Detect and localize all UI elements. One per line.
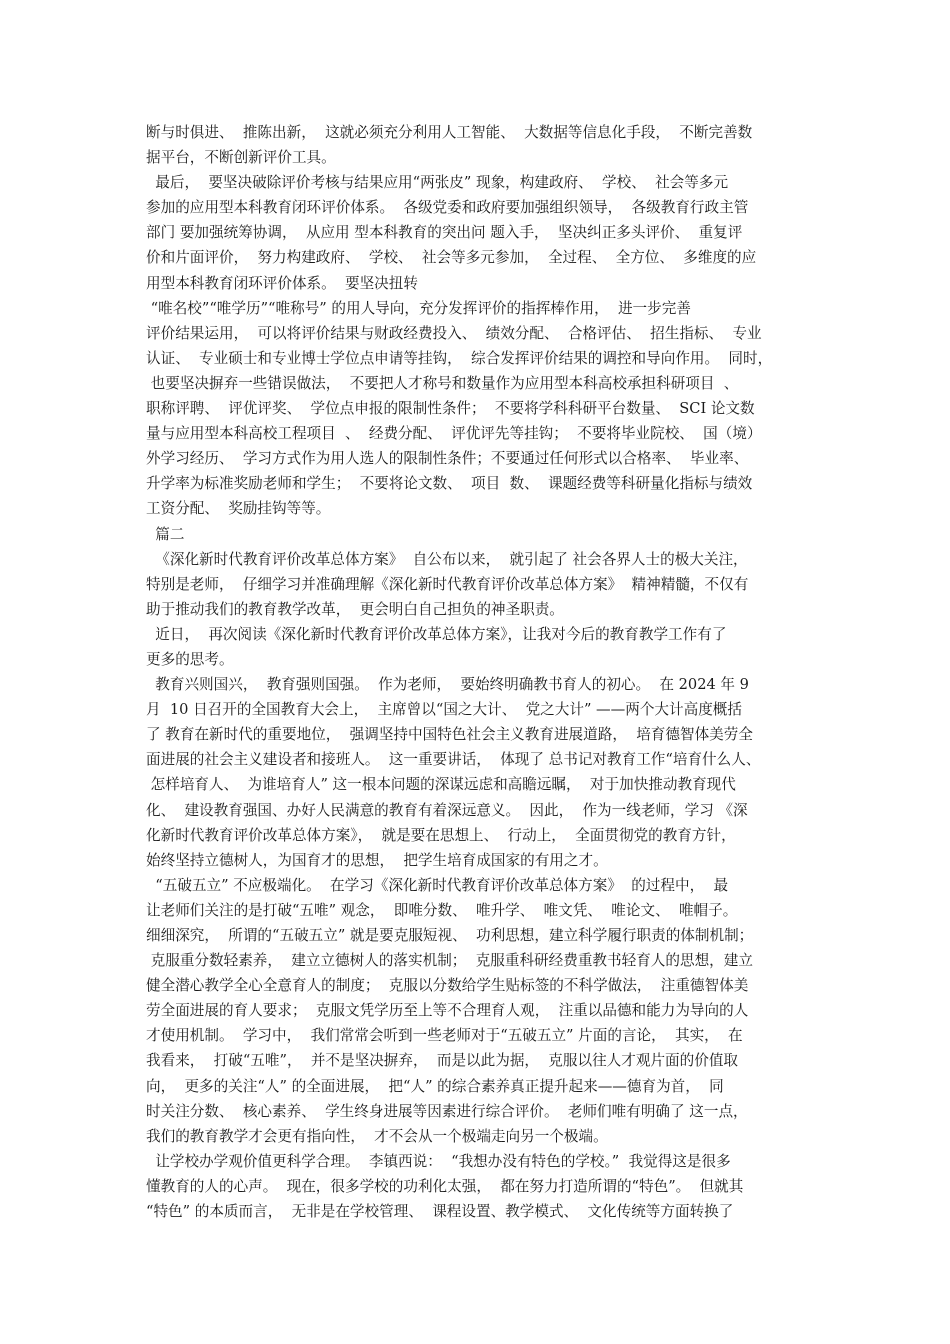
text-line: 月 10 日召开的全国教育大会上， 主席曾以“国之大计、 党之大计” ——两个大计高度概括 xyxy=(146,701,742,719)
text-line: 部门 要加强统筹协调， 从应用 型本科教育的突出问 题入手， 坚决纠正多头评价、 重复评 xyxy=(146,224,743,242)
text-line: 用型本科教育闭环评价体系。 要坚决扭转 xyxy=(146,274,418,292)
text-line: 最后， 要坚决破除评价考核与结果应用“两张皮” 现象，构建政府、 学校、 社会等多元 xyxy=(146,174,729,192)
text-line: 特别是老师， 仔细学习并准确理解《深化新时代教育评价改革总体方案》 精神精髓，不仅有 xyxy=(146,575,749,593)
text-line: 价和片面评价， 努力构建政府、 学校、 社会等多元参加， 全过程、 全方位、 多维度的应 xyxy=(146,249,757,267)
text-line: 评价结果运用， 可以将评价结果与财政经费投入、 绩效分配、 合格评估、 招生指标、 专业 xyxy=(146,324,762,342)
text-line: 篇二 xyxy=(146,525,185,543)
text-line: 更多的思考。 xyxy=(146,650,234,668)
text-line: 也要坚决摒弃一些错误做法， 不要把人才称号和数量作为应用型本科高校承担科研项目 、 xyxy=(146,374,739,392)
text-line: 外学习经历、 学习方式作为用人选人的限制性条件；不要通过任何形式以合格率、 毕业率、 xyxy=(146,450,749,468)
text-line: 我看来， 打破“五唯”， 并不是坚决摒弃， 而是以此为据， 克服以往人才观片面的价值取 xyxy=(146,1052,739,1070)
text-line: “五破五立” 不应极端化。 在学习《深化新时代教育评价改革总体方案》 的过程中， 最 xyxy=(146,876,729,894)
text-line: 健全潜心教学全心全意育人的制度； 克服以分数给学生贴标签的不科学做法， 注重德智体美 xyxy=(146,977,749,995)
text-line: “特色” 的本质而言， 无非是在学校管理、 课程设置、教学模式、 文化传统等方面转换了 xyxy=(146,1203,734,1221)
text-line: 克服重分数轻素养， 建立立德树人的落实机制； 克服重科研经费重教书轻育人的思想，建立 xyxy=(146,952,753,970)
text-line: 了 教育在新时代的重要地位， 强调坚持中国特色社会主义教育进展道路， 培育德智体美劳全 xyxy=(146,726,753,744)
text-line: 教育兴则国兴， 教育强则国强。 作为老师， 要始终明确教书育人的初心。 在 2024 年 9 xyxy=(146,676,749,694)
text-line: 怎样培育人、 为谁培育人” 这一根本问题的深谋远虑和高瞻远瞩， 对于加快推动教育现代 xyxy=(146,776,736,794)
text-line: 参加的应用型本科教育闭环评价体系。 各级党委和政府要加强组织领导， 各级教育行政主管 xyxy=(146,199,749,217)
document-body xyxy=(146,120,808,1224)
text-line: 量与应用型本科高校工程项目 、 经费分配、 评优评先等挂钩； 不要将毕业院校、 国（境） xyxy=(146,425,762,443)
text-line: 让老师们关注的是打破“五唯” 观念， 即唯分数、 唯升学、 唯文凭、 唯论文、 唯帽子。 xyxy=(146,901,738,919)
text-line: 助于推动我们的教育教学改革， 更会明白自己担负的神圣职责。 xyxy=(146,600,564,618)
text-line: 近日， 再次阅读《深化新时代教育评价改革总体方案》，让我对今后的教育教学工作有了 xyxy=(146,625,727,643)
text-line: 断与时俱进、 推陈出新， 这就必须充分利用人工智能、 大数据等信息化手段， 不断完善数 xyxy=(146,124,753,141)
text-line: 《深化新时代教育评价改革总体方案》 自公布以来， 就引起了 社会各界人士的极大关注， xyxy=(146,550,748,568)
text-line: 始终坚持立德树人，为国育才的思想， 把学生培育成国家的有用之才。 xyxy=(146,851,608,869)
text-line: 让学校办学观价值更科学合理。 李镇西说： “我想办没有特色的学校。” 我觉得这是很多 xyxy=(146,1152,731,1170)
text-line: 细细深究， 所谓的“五破五立” 就是要克服短视、 功利思想，建立科学履行职责的体制机制； xyxy=(146,927,754,944)
text-line: 我们的教育教学才会更有指向性， 才不会从一个极端走向另一个极端。 xyxy=(146,1127,608,1145)
text-line: 据平台，不断创新评价工具。 xyxy=(146,149,336,167)
text-line: 升学率为标准奖励老师和学生； 不要将论文数、 项目 数、 课题经费等科研量化指标与绩效 xyxy=(146,475,753,493)
text-line: 才使用机制。 学习中， 我们常常会听到一些老师对于“五破五立” 片面的言论， 其实， 在 xyxy=(146,1027,743,1045)
text-line: 向， 更多的关注“人” 的全面进展， 把“人” 的综合素养真正提升起来——德育为首， 同 xyxy=(146,1077,724,1095)
text-line: 化新时代教育评价改革总体方案》， 就是要在思想上、 行动上， 全面贯彻党的教育方针， xyxy=(146,826,736,844)
text-line: 认证、 专业硕士和专业博士学位点申请等挂钩， 综合发挥评价结果的调控和导向作用。 同时， xyxy=(146,349,773,367)
text-line: 职称评聘、 评优评奖、 学位点申报的限制性条件； 不要将学科科研平台数量、 SCI 论文数 xyxy=(146,400,755,418)
text-line: 时关注分数、 核心素养、 学生终身进展等因素进行综合评价。 老师们唯有明确了 这一点， xyxy=(146,1102,748,1120)
text-line: 劳全面进展的育人要求； 克服文凭学历至上等不合理育人观， 注重以品德和能力为导向的人 xyxy=(146,1002,749,1020)
text-line: 化、 建设教育强国、办好人民满意的教育有着深远意义。 因此， 作为一线老师，学习 《深 xyxy=(146,801,748,819)
text-line: “唯名校”“唯学历”“唯称号” 的用人导向，充分发挥评价的指挥棒作用， 进一步完善 xyxy=(146,299,691,317)
text-line: 懂教育的人的心声。 现在，很多学校的功利化太强， 都在努力打造所谓的“特色”。 但就其 xyxy=(146,1177,744,1195)
text-line: 面进展的社会主义建设者和接班人。 这一重要讲话， 体现了 总书记对教育工作“培育什么人、 xyxy=(146,751,761,769)
text-line: 工资分配、 奖励挂钩等等。 xyxy=(146,500,331,518)
